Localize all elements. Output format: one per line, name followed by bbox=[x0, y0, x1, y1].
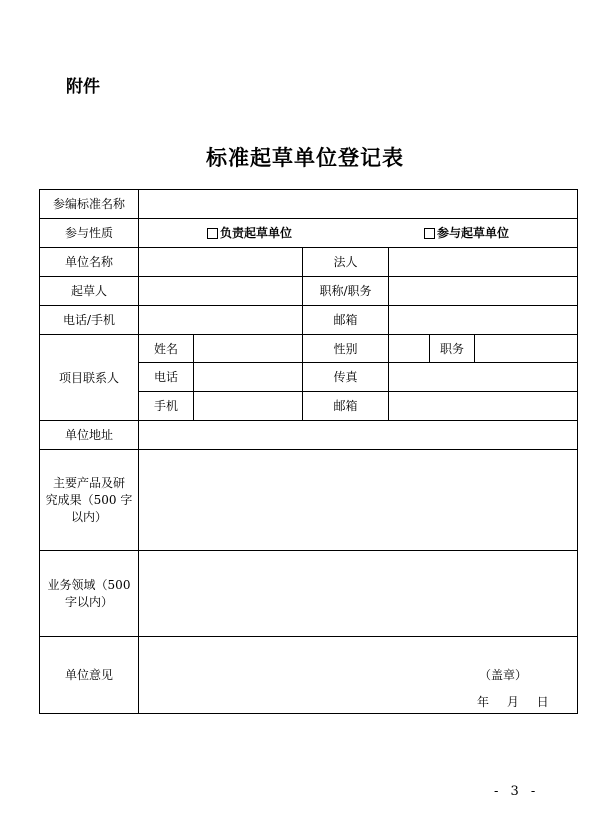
contact-mobile-field[interactable] bbox=[194, 392, 303, 421]
participation-options bbox=[139, 219, 578, 248]
gender-field[interactable] bbox=[389, 335, 430, 363]
business-label-line: 业务领域（500 bbox=[47, 577, 131, 592]
contact-email-label: 邮箱 bbox=[303, 392, 389, 421]
fax-label: 传真 bbox=[303, 363, 389, 392]
drafter-field[interactable] bbox=[139, 277, 303, 306]
business-field[interactable] bbox=[139, 551, 578, 637]
opinion-label: 单位意见 bbox=[40, 637, 139, 714]
contact-position-label: 职务 bbox=[430, 335, 475, 363]
business-label-line: 字以内） bbox=[64, 594, 113, 609]
contact-position-field[interactable] bbox=[475, 335, 578, 363]
contact-email-field[interactable] bbox=[389, 392, 578, 421]
contact-name-field[interactable] bbox=[194, 335, 303, 363]
phone-mobile-label: 电话/手机 bbox=[40, 306, 139, 335]
contact-tel-label: 电话 bbox=[139, 363, 194, 392]
legal-person-field[interactable] bbox=[389, 248, 578, 277]
business-label bbox=[40, 551, 139, 637]
form-title: 标准起草单位登记表 bbox=[206, 145, 404, 170]
title-position-label: 职称/职务 bbox=[303, 277, 389, 306]
checkbox-icon[interactable] bbox=[424, 228, 435, 239]
opinion-field[interactable] bbox=[139, 637, 578, 714]
products-label bbox=[40, 450, 139, 551]
products-field[interactable] bbox=[139, 450, 578, 551]
email-field[interactable] bbox=[389, 306, 578, 335]
annex-label: 附件 bbox=[66, 77, 100, 97]
unit-name-field[interactable] bbox=[139, 248, 303, 277]
phone-mobile-field[interactable] bbox=[139, 306, 303, 335]
option-participant[interactable] bbox=[424, 225, 509, 241]
email-label: 邮箱 bbox=[303, 306, 389, 335]
unit-name-label: 单位名称 bbox=[40, 248, 139, 277]
standard-name-label: 参编标准名称 bbox=[40, 190, 139, 219]
date-text: 年 月 日 bbox=[477, 695, 549, 709]
standard-name-field[interactable] bbox=[139, 190, 578, 219]
contact-name-label: 姓名 bbox=[139, 335, 194, 363]
fax-field[interactable] bbox=[389, 363, 578, 392]
option-lead-label: 负责起草单位 bbox=[220, 226, 293, 240]
registration-form bbox=[39, 189, 578, 714]
contact-mobile-label: 手机 bbox=[139, 392, 194, 421]
drafter-label: 起草人 bbox=[40, 277, 139, 306]
products-label-line: 究成果（500 字 bbox=[45, 492, 133, 507]
contact-tel-field[interactable] bbox=[194, 363, 303, 392]
title-position-field[interactable] bbox=[389, 277, 578, 306]
address-label: 单位地址 bbox=[40, 421, 139, 450]
contact-label: 项目联系人 bbox=[40, 335, 139, 421]
participation-label: 参与性质 bbox=[40, 219, 139, 248]
seal-text: （盖章） bbox=[479, 668, 528, 682]
legal-person-label: 法人 bbox=[303, 248, 389, 277]
option-participant-label: 参与起草单位 bbox=[437, 226, 510, 240]
products-label-line: 以内） bbox=[70, 509, 107, 524]
products-label-line: 主要产品及研 bbox=[52, 475, 125, 490]
page-number: - 3 - bbox=[494, 784, 540, 799]
checkbox-icon[interactable] bbox=[207, 228, 218, 239]
address-field[interactable] bbox=[139, 421, 578, 450]
gender-label: 性别 bbox=[303, 335, 389, 363]
option-lead[interactable] bbox=[207, 225, 292, 241]
